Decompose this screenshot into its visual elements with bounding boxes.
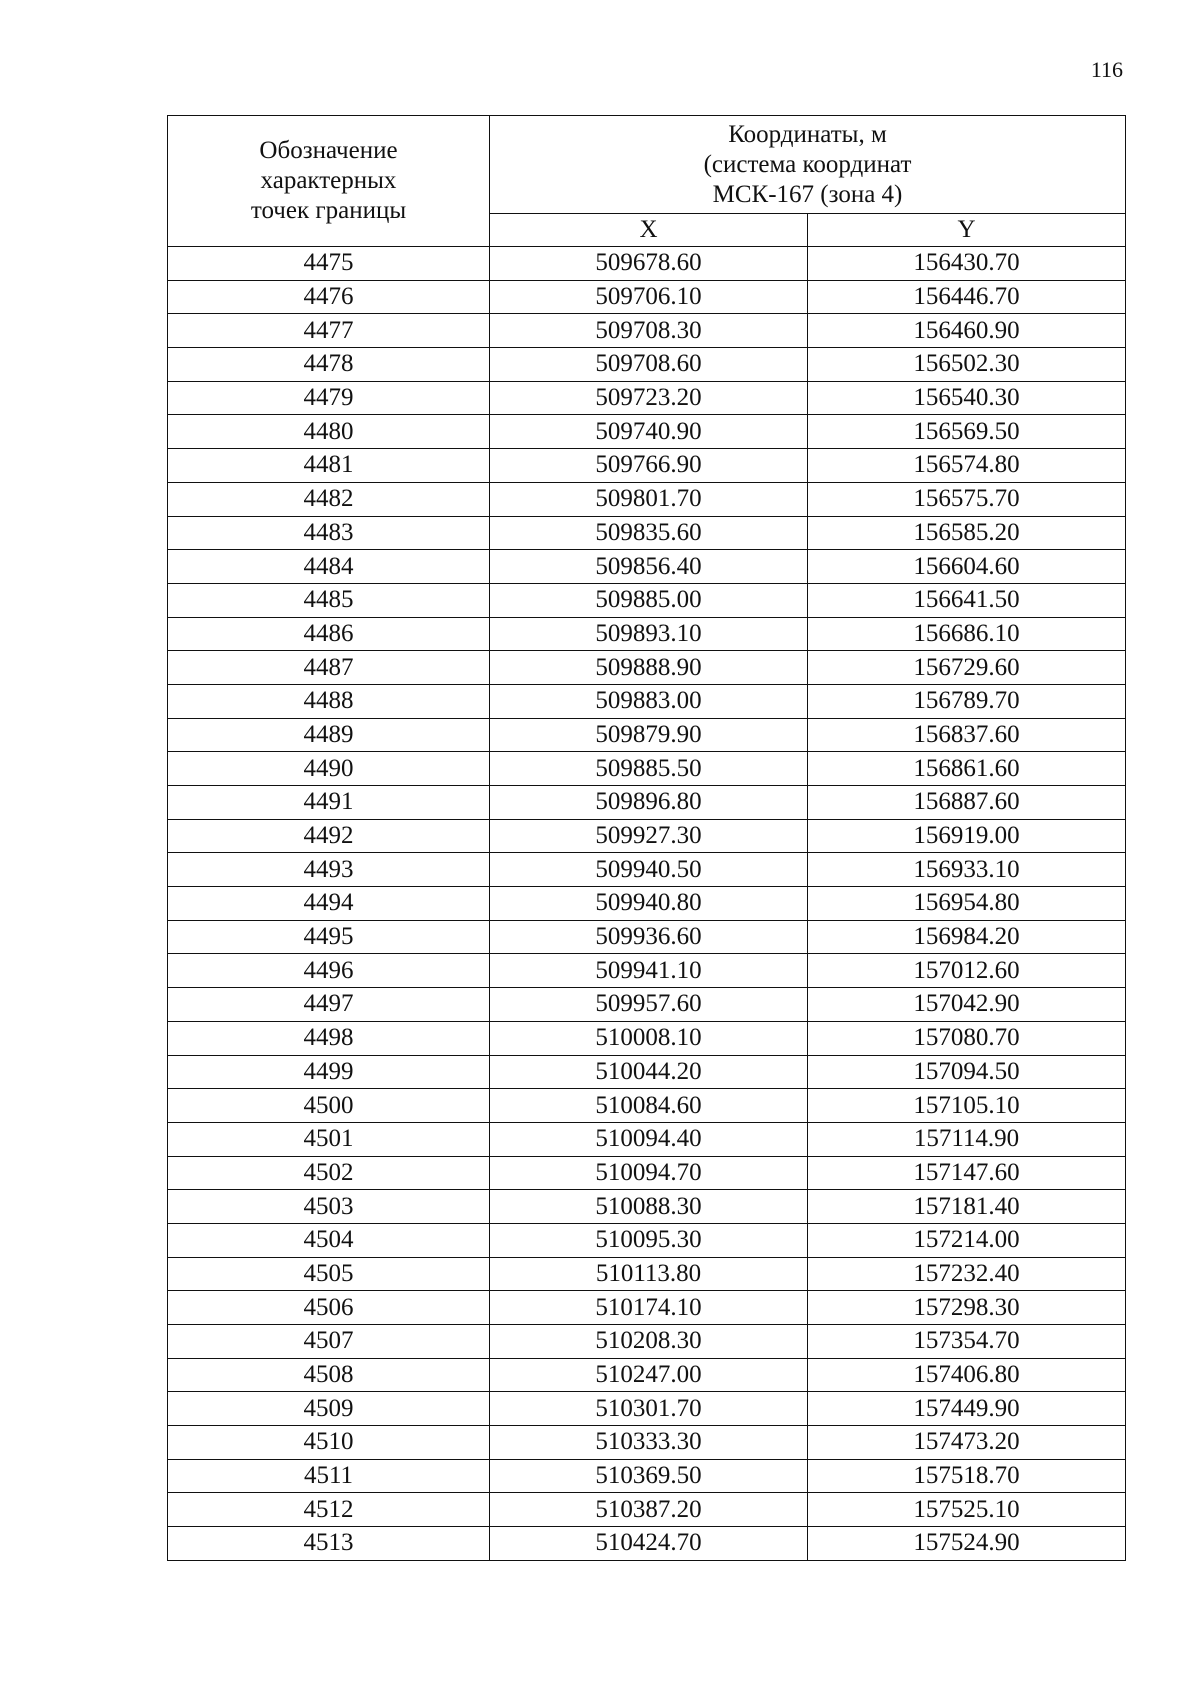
point-id-cell: 4490 [168,752,490,786]
point-id-cell: 4488 [168,684,490,718]
y-coordinate-cell: 157298.30 [808,1291,1126,1325]
y-coordinate-cell: 156604.60 [808,550,1126,584]
table-row [168,1527,1126,1561]
x-coordinate-cell: 509708.60 [490,348,808,382]
table-header [168,116,1126,247]
table-row [168,1190,1126,1224]
y-coordinate-cell: 156686.10 [808,617,1126,651]
x-coordinate-cell: 509708.30 [490,314,808,348]
x-coordinate-cell: 510208.30 [490,1325,808,1359]
y-coordinate-cell: 156502.30 [808,348,1126,382]
y-coordinate-cell: 156569.50 [808,415,1126,449]
table-row [168,1089,1126,1123]
point-id-cell: 4487 [168,651,490,685]
table-row [168,887,1126,921]
point-id-cell: 4499 [168,1055,490,1089]
point-id-cell: 4489 [168,718,490,752]
y-coordinate-cell: 157214.00 [808,1223,1126,1257]
x-coordinate-cell: 509835.60 [490,516,808,550]
x-coordinate-cell: 510088.30 [490,1190,808,1224]
table-row [168,314,1126,348]
table-row [168,247,1126,281]
y-coordinate-cell: 156574.80 [808,449,1126,483]
point-id-cell: 4496 [168,954,490,988]
y-coordinate-cell: 157518.70 [808,1459,1126,1493]
point-id-cell: 4510 [168,1426,490,1460]
point-id-cell: 4476 [168,280,490,314]
y-coordinate-cell: 156430.70 [808,247,1126,281]
table-row [168,1426,1126,1460]
x-coordinate-cell: 509766.90 [490,449,808,483]
x-coordinate-cell: 509801.70 [490,482,808,516]
y-coordinate-cell: 156729.60 [808,651,1126,685]
x-coordinate-cell: 510387.20 [490,1493,808,1527]
point-id-cell: 4497 [168,988,490,1022]
point-id-cell: 4484 [168,550,490,584]
x-coordinate-cell: 509940.50 [490,853,808,887]
x-coordinate-cell: 509856.40 [490,550,808,584]
point-id-cell: 4505 [168,1257,490,1291]
table-row [168,718,1126,752]
point-id-cell: 4502 [168,1156,490,1190]
y-coordinate-cell: 157080.70 [808,1021,1126,1055]
y-coordinate-cell: 157525.10 [808,1493,1126,1527]
y-coordinate-cell: 156585.20 [808,516,1126,550]
x-coordinate-cell: 510174.10 [490,1291,808,1325]
x-coordinate-cell: 509740.90 [490,415,808,449]
y-coordinate-cell: 157473.20 [808,1426,1126,1460]
x-coordinate-cell: 510094.70 [490,1156,808,1190]
point-id-cell: 4508 [168,1358,490,1392]
y-coordinate-cell: 156789.70 [808,684,1126,718]
table-row [168,1257,1126,1291]
table-row [168,1358,1126,1392]
y-coordinate-cell: 157449.90 [808,1392,1126,1426]
y-coordinate-cell: 157147.60 [808,1156,1126,1190]
point-id-cell: 4506 [168,1291,490,1325]
point-id-cell: 4491 [168,786,490,820]
table-row [168,920,1126,954]
x-coordinate-cell: 510113.80 [490,1257,808,1291]
table-row [168,684,1126,718]
x-coordinate-cell: 509678.60 [490,247,808,281]
table-body [168,247,1126,1561]
page-number: 116 [1090,57,1123,82]
designation-header-line: Обозначение [259,137,398,164]
table-row [168,1459,1126,1493]
x-coordinate-cell: 509927.30 [490,819,808,853]
x-coordinate-cell: 509893.10 [490,617,808,651]
table-row [168,1392,1126,1426]
table-row [168,1055,1126,1089]
table-row [168,853,1126,887]
table-row [168,1122,1126,1156]
table-row [168,1223,1126,1257]
y-coordinate-cell: 157012.60 [808,954,1126,988]
x-coordinate-cell: 509879.90 [490,718,808,752]
point-id-cell: 4492 [168,819,490,853]
coordinates-header-line: Координаты, м [728,120,887,148]
x-coordinate-cell: 509957.60 [490,988,808,1022]
x-coordinate-cell: 509885.00 [490,583,808,617]
x-coordinate-cell: 510369.50 [490,1459,808,1493]
table-row [168,583,1126,617]
designation-header [168,116,490,247]
point-id-cell: 4498 [168,1021,490,1055]
point-id-cell: 4481 [168,449,490,483]
table-row [168,1156,1126,1190]
y-coordinate-cell: 156837.60 [808,718,1126,752]
table-row [168,617,1126,651]
point-id-cell: 4480 [168,415,490,449]
y-coordinate-cell: 156446.70 [808,280,1126,314]
x-coordinate-cell: 509706.10 [490,280,808,314]
y-coordinate-cell: 157114.90 [808,1122,1126,1156]
x-coordinate-cell: 509888.90 [490,651,808,685]
table-row [168,381,1126,415]
point-id-cell: 4486 [168,617,490,651]
y-coordinate-cell: 156540.30 [808,381,1126,415]
y-coordinate-cell: 157181.40 [808,1190,1126,1224]
point-id-cell: 4477 [168,314,490,348]
table-row [168,752,1126,786]
table-row [168,1021,1126,1055]
y-coordinate-cell: 157042.90 [808,988,1126,1022]
table-row [168,516,1126,550]
y-coordinate-cell: 156861.60 [808,752,1126,786]
x-coordinate-cell: 510008.10 [490,1021,808,1055]
table-row [168,1493,1126,1527]
point-id-cell: 4507 [168,1325,490,1359]
point-id-cell: 4495 [168,920,490,954]
coordinates-table [167,115,1126,1561]
x-coordinate-cell: 510095.30 [490,1223,808,1257]
point-id-cell: 4503 [168,1190,490,1224]
table-row [168,348,1126,382]
designation-header-line: характерных [260,167,397,194]
y-coordinate-cell: 157232.40 [808,1257,1126,1291]
point-id-cell: 4475 [168,247,490,281]
point-id-cell: 4501 [168,1122,490,1156]
point-id-cell: 4512 [168,1493,490,1527]
table-row [168,482,1126,516]
x-coordinate-cell: 510084.60 [490,1089,808,1123]
point-id-cell: 4500 [168,1089,490,1123]
x-coordinate-cell: 510094.40 [490,1122,808,1156]
table-row [168,1325,1126,1359]
x-coordinate-cell: 509941.10 [490,954,808,988]
point-id-cell: 4509 [168,1392,490,1426]
y-coordinate-cell: 156933.10 [808,853,1126,887]
point-id-cell: 4513 [168,1527,490,1561]
y-coordinate-cell: 156641.50 [808,583,1126,617]
point-id-cell: 4485 [168,583,490,617]
x-coordinate-cell: 510247.00 [490,1358,808,1392]
y-coordinate-cell: 156954.80 [808,887,1126,921]
point-id-cell: 4511 [168,1459,490,1493]
coordinates-header [490,116,1126,214]
x-coordinate-cell: 509896.80 [490,786,808,820]
y-coordinate-cell: 157524.90 [808,1527,1126,1561]
y-coordinate-cell: 157406.80 [808,1358,1126,1392]
point-id-cell: 4504 [168,1223,490,1257]
y-coordinate-cell: 156919.00 [808,819,1126,853]
x-coordinate-cell: 509885.50 [490,752,808,786]
table-row [168,988,1126,1022]
table-row [168,954,1126,988]
column-x-header: X [490,214,808,247]
y-coordinate-cell: 157354.70 [808,1325,1126,1359]
point-id-cell: 4493 [168,853,490,887]
x-coordinate-cell: 510044.20 [490,1055,808,1089]
y-coordinate-cell: 156984.20 [808,920,1126,954]
column-y-header: Y [808,214,1126,247]
table-row [168,651,1126,685]
point-id-cell: 4494 [168,887,490,921]
y-coordinate-cell: 156887.60 [808,786,1126,820]
y-coordinate-cell: 156575.70 [808,482,1126,516]
table-row [168,550,1126,584]
point-id-cell: 4478 [168,348,490,382]
table-row [168,449,1126,483]
x-coordinate-cell: 510424.70 [490,1527,808,1561]
point-id-cell: 4482 [168,482,490,516]
table-row [168,786,1126,820]
x-coordinate-cell: 509940.80 [490,887,808,921]
coordinates-header-line: МСК-167 (зона 4) [712,180,903,208]
table-row [168,1291,1126,1325]
table-row [168,280,1126,314]
x-coordinate-cell: 509883.00 [490,684,808,718]
x-coordinate-cell: 510333.30 [490,1426,808,1460]
y-coordinate-cell: 156460.90 [808,314,1126,348]
x-coordinate-cell: 509723.20 [490,381,808,415]
table-row [168,415,1126,449]
point-id-cell: 4483 [168,516,490,550]
table-row [168,819,1126,853]
coordinates-header-line: (система координат [703,150,912,178]
x-coordinate-cell: 510301.70 [490,1392,808,1426]
y-coordinate-cell: 157105.10 [808,1089,1126,1123]
x-coordinate-cell: 509936.60 [490,920,808,954]
point-id-cell: 4479 [168,381,490,415]
y-coordinate-cell: 157094.50 [808,1055,1126,1089]
designation-header-line: точек границы [250,197,407,224]
